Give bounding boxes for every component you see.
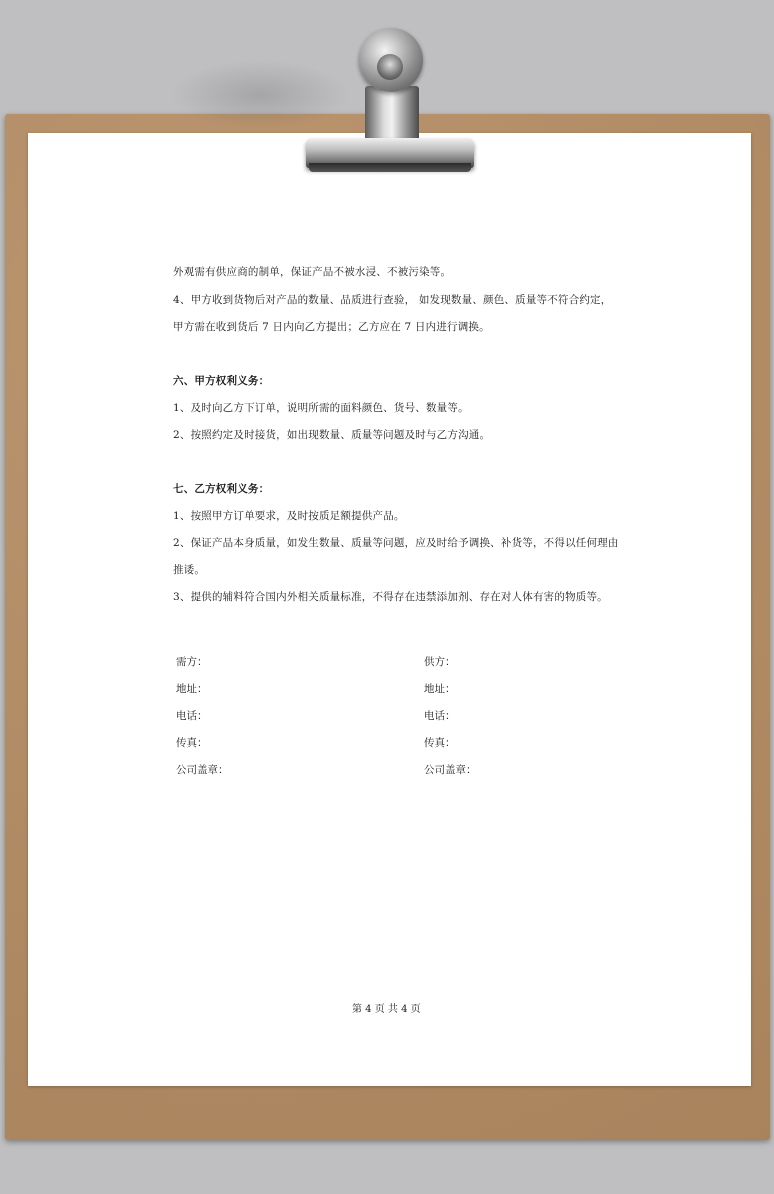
signature-right-label: 供方： <box>424 656 456 668</box>
signature-right-label: 公司盖章： <box>424 764 477 776</box>
paragraph-line: 4、甲方收到货物后对产品的数量、品质进行查验， 如发现数量、颜色、质量等不符合约定， <box>173 294 612 306</box>
signature-right-label: 电话： <box>424 710 456 722</box>
paragraph-line: 外观需有供应商的制单，保证产品不被水浸、不被污染等。 <box>173 266 452 278</box>
page-number-footer: 第 4 页 共 4 页 <box>352 1004 421 1015</box>
signature-right-label: 地址： <box>424 683 456 695</box>
list-item: 1、按照甲方订单要求，及时按质足额提供产品。 <box>173 510 405 522</box>
signature-left-label: 需方： <box>176 656 208 668</box>
list-item: 2、按照约定及时接货，如出现数量、质量等问题及时与乙方沟通。 <box>173 429 491 441</box>
list-item: 推诿。 <box>173 564 206 576</box>
list-item: 2、保证产品本身质量，如发生数量、质量等问题，应及时给予调换、补货等，不得以任何理由 <box>173 537 619 549</box>
paragraph-line: 甲方需在收到货后 7 日内向乙方提出；乙方应在 7 日内进行调换。 <box>173 321 490 333</box>
signature-left-label: 传真： <box>176 737 208 749</box>
section-heading-7: 七、乙方权利义务： <box>173 483 270 495</box>
list-item: 1、及时向乙方下订单，说明所需的面料颜色、货号、数量等。 <box>173 402 469 414</box>
signature-left-label: 地址： <box>176 683 208 695</box>
list-item: 3、提供的辅料符合国内外相关质量标准，不得存在违禁添加剂、存在对人体有害的物质等。 <box>173 591 608 603</box>
signature-right-label: 传真： <box>424 737 456 749</box>
signature-left-label: 电话： <box>176 710 208 722</box>
signature-left-label: 公司盖章： <box>176 764 229 776</box>
section-heading-6: 六、甲方权利义务： <box>173 375 270 387</box>
